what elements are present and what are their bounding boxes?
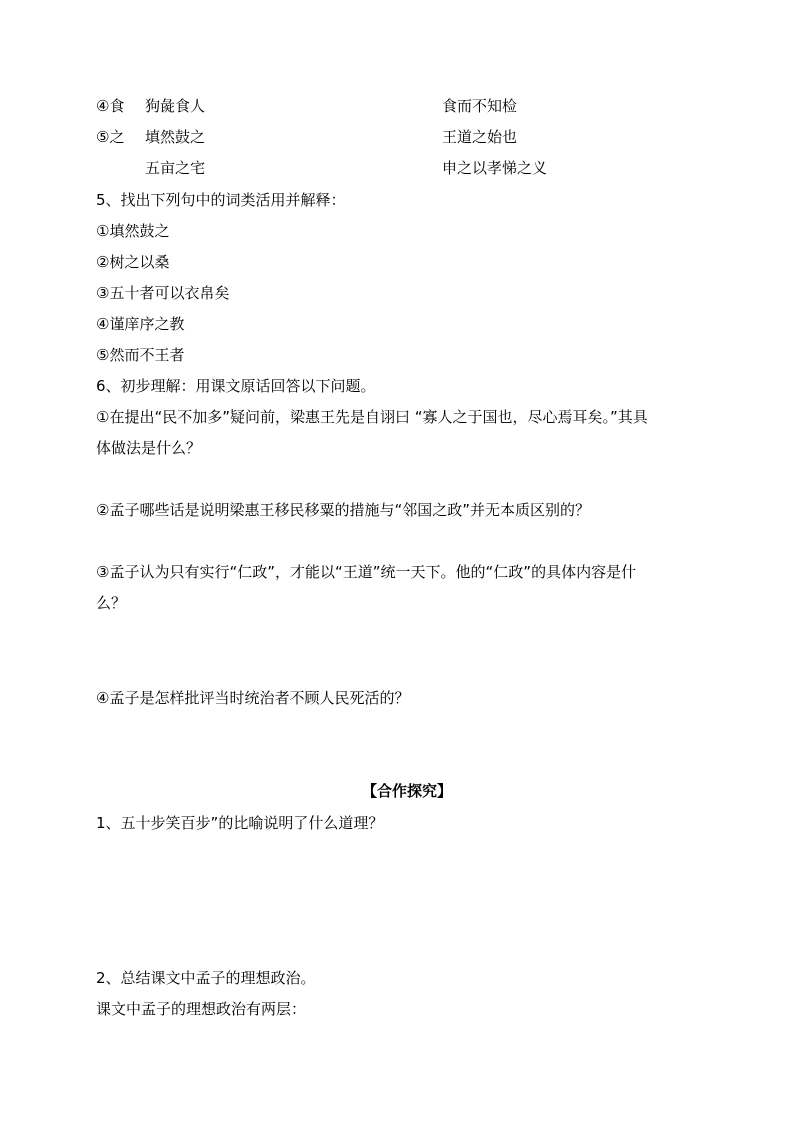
- q5-item-1: ①填然鼓之: [96, 222, 170, 240]
- word-zhi-example-2: 王道之始也: [442, 128, 518, 146]
- q6-question-3-line-2: 么？: [96, 594, 127, 612]
- q6-title: 6、初步理解：用课文原话回答以下问题。: [96, 377, 376, 395]
- word-food-example-1: 狗彘食人: [145, 97, 206, 115]
- word-zhi-label: ⑤之: [96, 128, 125, 146]
- q6-question-2: ②孟子哪些话是说明梁惠王移民移粟的措施与“邻国之政”并无本质区别的？: [96, 501, 590, 519]
- word-zhi-example-1: 填然鼓之: [145, 128, 206, 146]
- q6-question-4: ④孟子是怎样批评当时统治者不顾人民死活的？: [96, 689, 410, 707]
- word-food-example-2: 食而不知检: [442, 97, 518, 115]
- q5-item-2: ②树之以桑: [96, 253, 170, 271]
- word-zhi-example-4: 申之以孝悌之义: [442, 159, 548, 177]
- coop-question-1: 1、五十步笑百步”的比喻说明了什么道理？: [96, 814, 384, 832]
- q6-question-1-line-1: ①在提出“民不加多”疑问前，梁惠王先是自诩曰 “寡人之于国也，尽心焉耳矣。”其具: [96, 408, 648, 426]
- q5-title: 5、找出下列句中的词类活用并解释：: [96, 191, 346, 209]
- q5-item-4: ④谨庠序之教: [96, 315, 185, 333]
- coop-question-2-subline: 课文中孟子的理想政治有两层：: [96, 1000, 307, 1018]
- coop-question-2: 2、总结课文中孟子的理想政治。: [96, 969, 316, 987]
- word-food-label: ④食: [96, 97, 125, 115]
- word-zhi-example-3: 五亩之宅: [145, 159, 206, 177]
- q6-question-3-line-1: ③孟子认为只有实行“仁政”，才能以“王道”统一天下。他的“仁政”的具体内容是什: [96, 563, 637, 581]
- q5-item-3: ③五十者可以衣帛矣: [96, 284, 230, 302]
- section-heading-cooperative-inquiry: 【合作探究】: [362, 782, 453, 800]
- q5-item-5: ⑤然而不王者: [96, 346, 185, 364]
- q6-question-1-line-2: 体做法是什么？: [96, 439, 202, 457]
